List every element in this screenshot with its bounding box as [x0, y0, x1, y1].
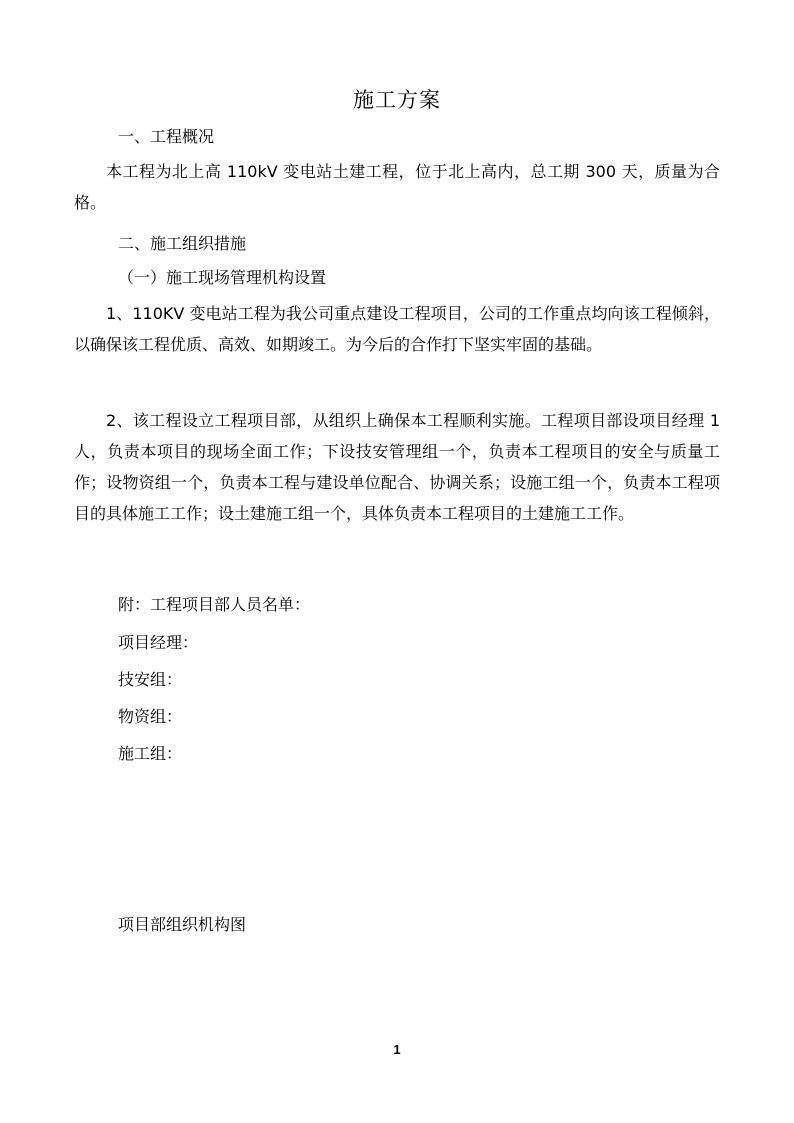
appendix-heading: 附：工程项目部人员名单： [118, 595, 311, 614]
appendix-item-materials-group: 物资组： [118, 707, 183, 726]
section-2-paragraph-1-container [74, 298, 720, 360]
document-title: 施工方案 [353, 88, 441, 112]
section-1-paragraph: 本工程为北上高 110kV 变电站土建工程，位于北上高内，总工期 300 天，质量为合格。 [74, 162, 720, 212]
page-number: 1 [393, 1042, 401, 1057]
appendix-item-construction-group: 施工组： [118, 744, 183, 763]
section-1-heading: 一、工程概况 [118, 127, 215, 146]
section-1-paragraph-container [74, 156, 720, 218]
section-2-paragraph-2-container [74, 405, 720, 529]
org-chart-caption: 项目部组织机构图 [118, 915, 247, 934]
section-2-subheading: （一）施工现场管理机构设置 [118, 268, 327, 287]
section-2-heading: 二、施工组织措施 [118, 234, 247, 253]
appendix-item-safety-group: 技安组： [118, 670, 183, 689]
section-2-paragraph-2: 2、该工程设立工程项目部，从组织上确保本工程顺利实施。工程项目部设项目经理 1 人，负责本项目的现场全面工作；下设技安管理组一个，负责本工程项目的安全与质量工作；设物资组一个，负责本工程与建设单位配合、协调关系；设施工组一个，负责本工程项目的具体施工工作；设土建施工组一个，具体负责本工程项目的土建施工工作。 [74, 411, 720, 523]
appendix-item-project-manager: 项目经理： [118, 633, 199, 652]
section-2-paragraph-1: 1、110KV 变电站工程为我公司重点建设工程项目，公司的工作重点均向该工程倾斜，以确保该工程优质、高效、如期竣工。为今后的合作打下坚实牢固的基础。 [74, 304, 720, 354]
